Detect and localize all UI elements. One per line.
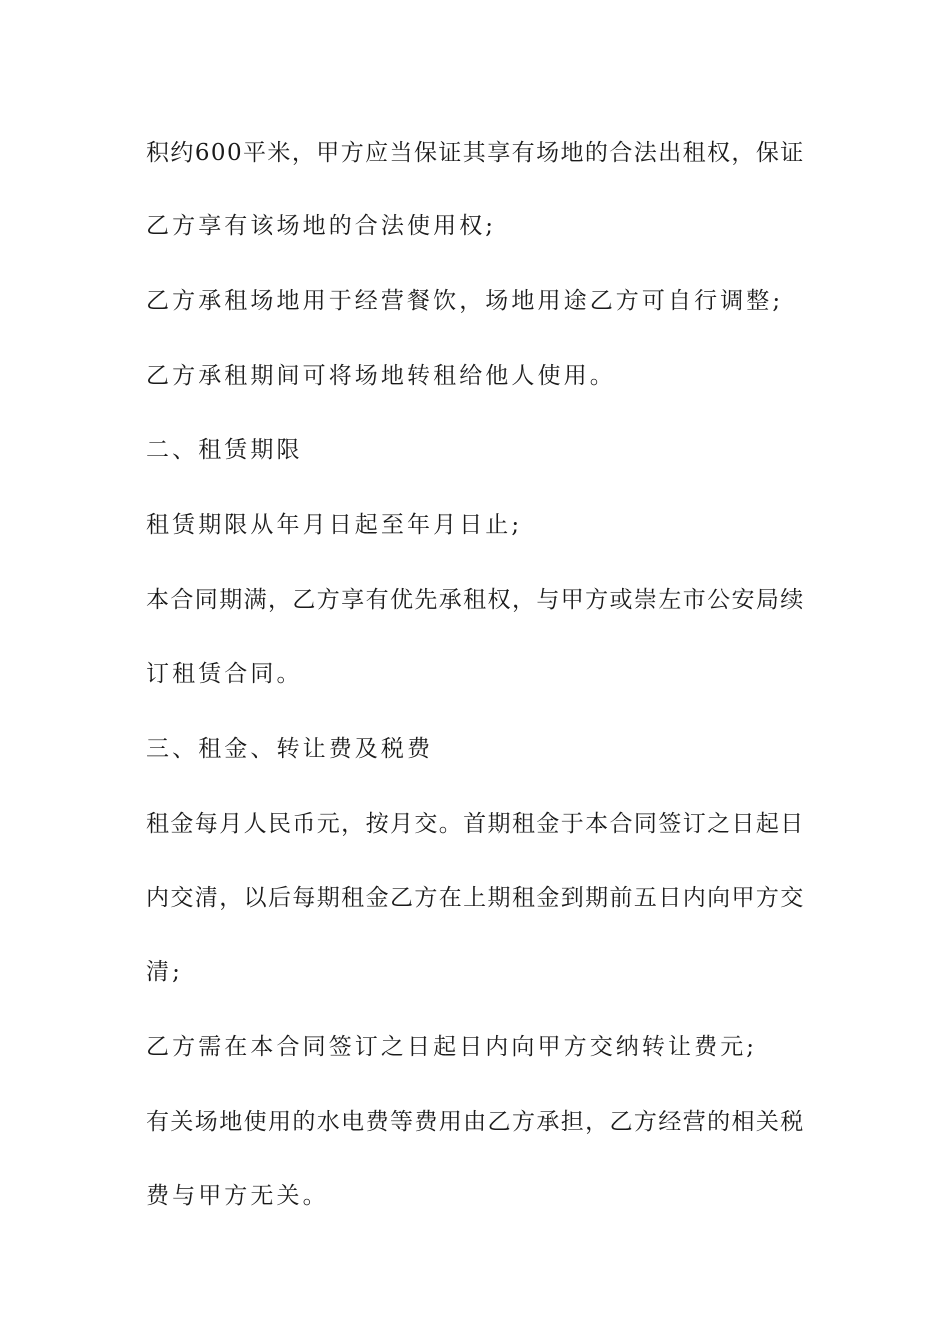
paragraph-line: 租金每月人民币元，按月交。首期租金于本合同签订之日起日 bbox=[146, 811, 805, 837]
paragraph-line: 租赁期限从年月日起至年月日止; bbox=[146, 512, 523, 538]
paragraph-line: 乙方承租期间可将场地转租给他人使用。 bbox=[146, 363, 616, 389]
paragraph-line: 有关场地使用的水电费等费用由乙方承担，乙方经营的相关税 bbox=[146, 1109, 805, 1135]
paragraph-line: 积约600平米，甲方应当保证其享有场地的合法出租权，保证 bbox=[146, 140, 805, 166]
paragraph-line: 乙方承租场地用于经营餐饮，场地用途乙方可自行调整; bbox=[146, 288, 784, 314]
section-heading: 三、租金、转让费及税费 bbox=[146, 736, 434, 762]
paragraph-line: 清; bbox=[146, 959, 183, 985]
paragraph-line: 乙方享有该场地的合法使用权; bbox=[146, 213, 497, 239]
paragraph-line: 订租赁合同。 bbox=[146, 661, 303, 687]
paragraph-line: 乙方需在本合同签订之日起日内向甲方交纳转让费元; bbox=[146, 1034, 758, 1060]
section-heading: 二、租赁期限 bbox=[146, 437, 303, 463]
paragraph-line: 费与甲方无关。 bbox=[146, 1183, 329, 1209]
paragraph-line: 本合同期满，乙方享有优先承租权，与甲方或崇左市公安局续 bbox=[146, 587, 805, 613]
paragraph-line: 内交清，以后每期租金乙方在上期租金到期前五日内向甲方交 bbox=[146, 885, 805, 911]
